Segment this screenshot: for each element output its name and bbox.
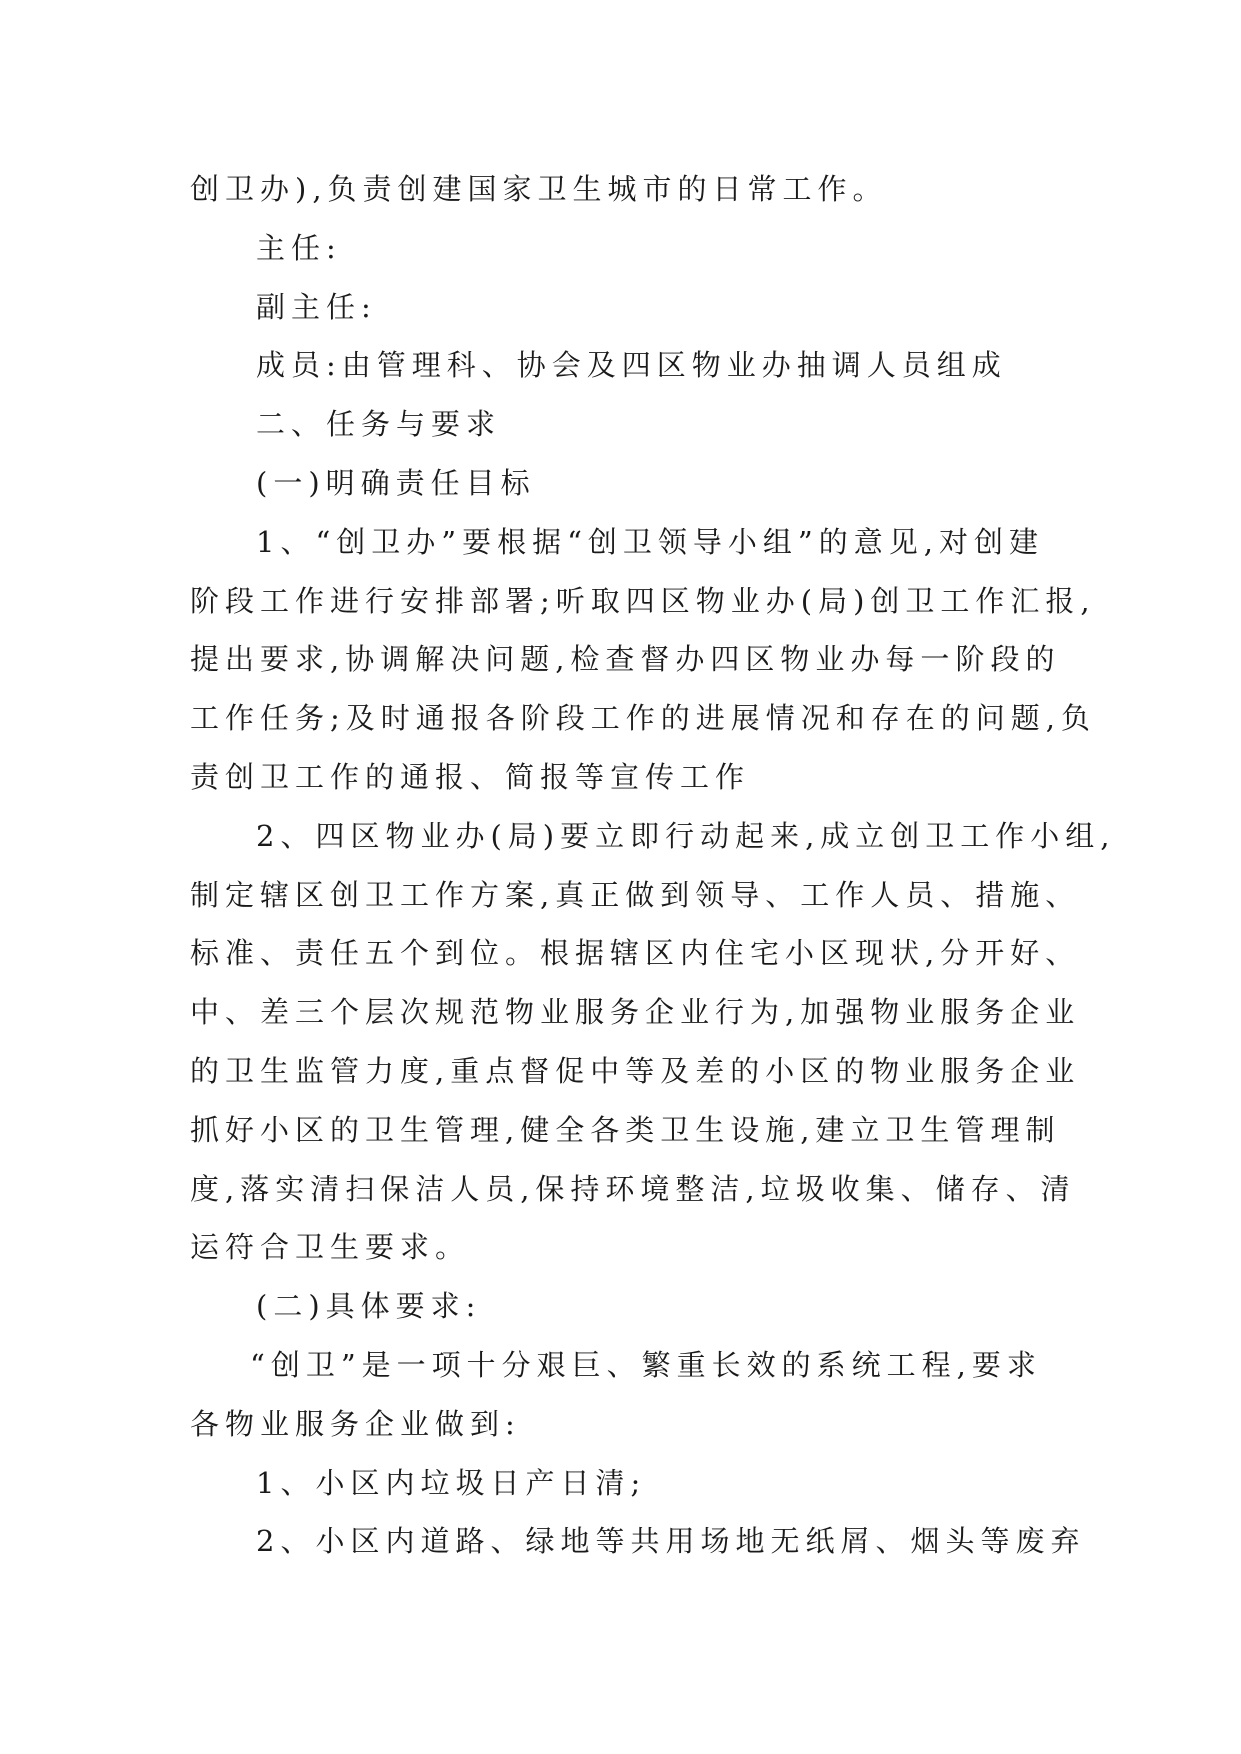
paragraph-line: 度,落实清扫保洁人员,保持环境整洁,垃圾收集、储存、清: [190, 1171, 1076, 1206]
paragraph-line: 阶段工作进行安排部署;听取四区物业办(局)创卫工作汇报,: [190, 583, 1096, 618]
paragraph-line: 的卫生监管力度,重点督促中等及差的小区的物业服务企业: [190, 1053, 1081, 1088]
paragraph-line: 工作任务;及时通报各阶段工作的进展情况和存在的问题,负: [190, 701, 1096, 736]
section-heading: 二、任务与要求: [256, 407, 502, 442]
deputy-director-line: 副主任:: [256, 289, 377, 324]
paragraph-line: 标准、责任五个到位。根据辖区内住宅小区现状,分开好、: [190, 936, 1081, 971]
paragraph-line: 中、差三个层次规范物业服务企业行为,加强物业服务企业: [190, 995, 1081, 1030]
paragraph-line: 责创卫工作的通报、简报等宣传工作: [190, 759, 751, 794]
paragraph-line: 运符合卫生要求。: [190, 1230, 471, 1265]
paragraph-line: 2、四区物业办(局)要立即行动起来,成立创卫工作小组,: [256, 818, 1116, 853]
subsection-heading: (一)明确责任目标: [256, 465, 536, 500]
paragraph-line-continued: 创卫办),负责创建国家卫生城市的日常工作。: [190, 172, 888, 206]
list-item: 2、小区内道路、绿地等共用场地无纸屑、烟头等废弃: [256, 1524, 1086, 1559]
subsection-heading: (二)具体要求:: [256, 1289, 482, 1324]
members-line: 成员:由管理科、协会及四区物业办抽调人员组成: [256, 348, 1007, 383]
list-item: 1、小区内垃圾日产日清;: [256, 1465, 647, 1500]
paragraph-line: 抓好小区的卫生管理,健全各类卫生设施,建立卫生管理制: [190, 1112, 1061, 1147]
paragraph-line: 制定辖区创卫工作方案,真正做到领导、工作人员、措施、: [190, 877, 1081, 912]
paragraph-line: 提出要求,协调解决问题,检查督办四区物业办每一阶段的: [190, 642, 1061, 677]
paragraph-line: “创卫”是一项十分艰巨、繁重长效的系统工程,要求: [250, 1347, 1042, 1382]
director-line: 主任:: [256, 230, 342, 265]
paragraph-line: 各物业服务企业做到:: [190, 1406, 521, 1441]
document-body: [190, 160, 1116, 1571]
paragraph-line: 1、“创卫办”要根据“创卫领导小组”的意见,对创建: [256, 524, 1044, 559]
